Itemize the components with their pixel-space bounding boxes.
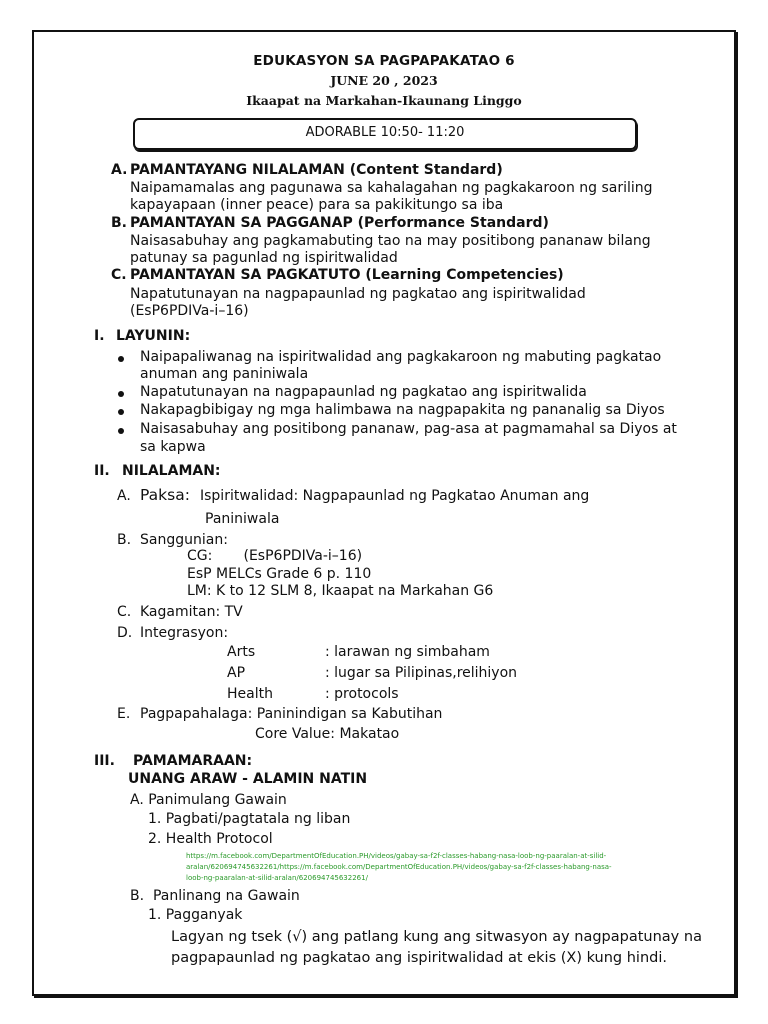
standard-a-letter: A.	[111, 162, 128, 178]
layunin-item: Naipapaliwanag na ispiritwalidad ang pagkakaroon ng mabuting pagkatao	[140, 349, 662, 365]
integrasyon-value: : larawan ng simbaham	[325, 644, 490, 660]
sanggunian-item: CG: (EsP6PDIVa-i–16)	[187, 548, 363, 564]
layunin-item-cont: anuman ang paniniwala	[140, 366, 309, 382]
nilalaman-numeral: II.	[94, 463, 110, 479]
health-protocol-link[interactable]: loob-ng-paaralan-at-silid-aralan/620694745632261/	[186, 874, 368, 882]
kagamitan-text: Kagamitan: TV	[140, 604, 243, 620]
panlinang-gawain-label: B. Panlinang na Gawain	[130, 888, 300, 904]
nilalaman-heading: NILALAMAN:	[122, 463, 221, 479]
integrasyon-subject: Arts	[227, 644, 256, 660]
layunin-heading: LAYUNIN:	[116, 328, 191, 344]
instruction-line: Lagyan ng tsek (√) ang patlang kung ang sitwasyon ay nagpapatunay na	[171, 929, 702, 945]
sanggunian-item: EsP MELCs Grade 6 p. 110	[187, 566, 372, 582]
sanggunian-item: LM: K to 12 SLM 8, Ikaapat na Markahan G6	[187, 583, 494, 599]
panimulang-gawain-label: A. Panimulang Gawain	[130, 792, 287, 808]
panimulang-gawain-item: 2. Health Protocol	[148, 831, 273, 847]
paksa-letter: A.	[117, 488, 131, 504]
standard-c-line: Napatutunayan na nagpapaunlad ng pagkatao ang ispiritwalidad	[130, 286, 586, 302]
pamamaraan-heading: PAMAMARAAN:	[133, 753, 253, 769]
class-schedule-text: ADORABLE 10:50- 11:20	[305, 125, 465, 140]
pamamaraan-numeral: III.	[94, 753, 115, 769]
integrasyon-value: : lugar sa Pilipinas,relihiyon	[325, 665, 518, 681]
layunin-item-cont: sa kapwa	[140, 439, 206, 455]
instruction-line: pagpapaunlad ng pagkatao ang ispiritwalidad at ekis (X) kung hindi.	[171, 950, 667, 966]
class-schedule-box	[133, 118, 637, 150]
layunin-numeral: I.	[94, 328, 105, 344]
integrasyon-subject: Health	[227, 686, 273, 702]
standard-c-letter: C.	[111, 267, 127, 283]
standard-b-line: patunay sa pagunlad ng ispiritwalidad	[130, 250, 398, 266]
standard-c-heading: PAMANTAYAN SA PAGKATUTO (Learning Competencies)	[130, 267, 564, 283]
sanggunian-label: Sanggunian:	[140, 532, 228, 548]
paksa-text: Ispiritwalidad: Nagpapaunlad ng Pagkatao Anuman ang	[200, 488, 590, 504]
kagamitan-letter: C.	[117, 604, 132, 620]
standard-c-line: (EsP6PDIVa-i–16)	[130, 303, 249, 319]
paksa-label: Paksa:	[140, 486, 190, 504]
pagpapahalaga-letter: E.	[117, 706, 131, 722]
layunin-item: Napatutunayan na nagpapaunlad ng pagkatao ang ispiritwalida	[140, 384, 587, 400]
integrasyon-label: Integrasyon:	[140, 625, 229, 641]
paksa-text-cont: Paniniwala	[205, 511, 280, 527]
document-date: JUNE 20 , 2023	[330, 73, 438, 88]
standard-b-letter: B.	[111, 215, 127, 231]
bullet-icon	[118, 391, 124, 397]
standard-b-heading: PAMANTAYAN SA PAGGANAP (Performance Standard)	[130, 215, 549, 231]
panlinang-gawain-item: 1. Pagganyak	[148, 907, 243, 923]
day-heading: UNANG ARAW - ALAMIN NATIN	[128, 771, 368, 787]
layunin-item: Nakapagbibigay ng mga halimbawa na nagpapakita ng pananalig sa Diyos	[140, 402, 665, 418]
integrasyon-value: : protocols	[325, 686, 399, 702]
standard-a-heading: PAMANTAYANG NILALAMAN (Content Standard)	[130, 162, 503, 178]
layunin-item: Naisasabuhay ang positibong pananaw, pag-asa at pagmamahal sa Diyos at	[140, 421, 677, 437]
health-protocol-link[interactable]: https://m.facebook.com/DepartmentOfEducation.PH/videos/gabay-sa-f2f-classes-habang-nasa-loob-ng-paaralan-at-silid-	[186, 852, 607, 860]
bullet-icon	[118, 356, 124, 362]
standard-b-line: Naisasabuhay ang pagkamabuting tao na may positibong pananaw bilang	[130, 233, 651, 249]
document-title: EDUKASYON SA PAGPAPAKATAO 6	[253, 53, 515, 69]
core-value-text: Core Value: Makatao	[255, 726, 400, 742]
integrasyon-subject: AP	[227, 665, 246, 681]
health-protocol-link[interactable]: aralan/620694745632261/https://m.facebook.com/DepartmentOfEducation.PH/videos/gabay-sa-f2f-classes-habang-nasa-	[186, 863, 612, 871]
pagpapahalaga-text: Pagpapahalaga: Paninindigan sa Kabutihan	[140, 706, 443, 722]
standard-a-line: kapayapaan (inner peace) para sa pakikitungo sa iba	[130, 197, 504, 213]
panimulang-gawain-item: 1. Pagbati/pagtatala ng liban	[148, 811, 351, 827]
integrasyon-letter: D.	[117, 625, 133, 641]
bullet-icon	[118, 428, 124, 434]
standard-a-line: Naipamamalas ang pagunawa sa kahalagahan ng pagkakaroon ng sariling	[130, 180, 653, 196]
sanggunian-letter: B.	[117, 532, 132, 548]
document-subtitle: Ikaapat na Markahan-Ikaunang Linggo	[246, 93, 522, 108]
bullet-icon	[118, 409, 124, 415]
